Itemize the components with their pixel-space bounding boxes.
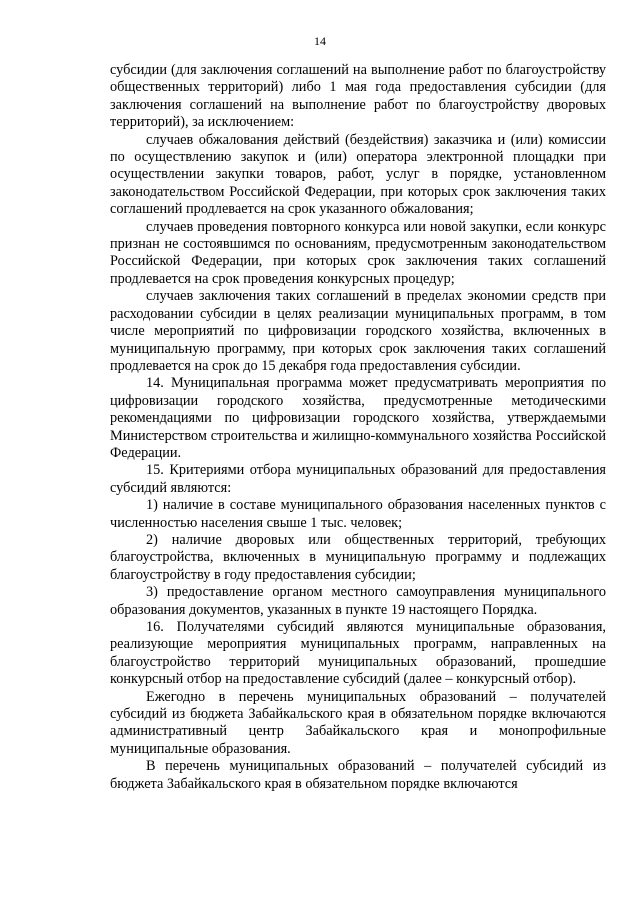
page-number: 14 — [314, 34, 326, 48]
paragraph-criterion-3: 3) предоставление органом местного самоуправления муниципального образования документов, указанных в пункте 19 настоящего Порядка. — [110, 584, 606, 618]
paragraph-exception-repeat-tender: случаев проведения повторного конкурса или новой закупки, если конкурс признан не состоявшимся по основаниям, предусмотренным законодательством Российской Федерации, при которых срок заключения таких соглашений продлевается на срок проведения конкурсных процедур; — [110, 218, 606, 287]
paragraph-item-14: 14. Муниципальная программа может предусматривать мероприятия по цифровизации городского хозяйства, предусмотренные методическими рекомендациями по цифровизации городского хозяйства, утверждаемыми Министерством строительства и жилищно-коммунального хозяйства Российской Федерации. — [110, 375, 606, 461]
paragraph-exception-savings: случаев заключения таких соглашений в пределах экономии средств при расходовании субсидии в целях реализации муниципальных программ, в том числе мероприятий по цифровизации городского хозяйства, включенных в муниципальную программу, при которых срок заключения таких соглашений продлевается на срок до 15 декабря года предоставления субсидии. — [110, 288, 606, 374]
paragraph-criterion-1: 1) наличие в составе муниципального образования населенных пунктов с численностью населения свыше 1 тыс. человек; — [110, 497, 606, 531]
paragraph-list-continuation: В перечень муниципальных образований – получателей субсидий из бюджета Забайкальского края в обязательном порядке включаются — [110, 758, 606, 792]
paragraph-criterion-2: 2) наличие дворовых или общественных территорий, требующих благоустройства, включенных в муниципальную программу и подлежащих благоустройству в году предоставления субсидии; — [110, 531, 606, 583]
paragraph-exception-appeal: случаев обжалования действий (бездействия) заказчика и (или) комиссии по осуществлению закупок и (или) оператора электронной площадки при осуществлении закупки товаров, работ, услуг в порядке, установленном законодательством Российской Федерации, при которых срок заключения таких соглашений продлевается на срок указанного обжалования; — [110, 131, 606, 218]
paragraph-item-15: 15. Критериями отбора муниципальных образований для предоставления субсидий являются: — [110, 462, 606, 496]
document-body — [110, 62, 606, 793]
paragraph-item-16: 16. Получателями субсидий являются муниципальные образования, реализующие мероприятия муниципальных программ, направленных на благоустройство территорий муниципальных образований, прошедшие конкурсный отбор на предоставление субсидий (далее – конкурсный отбор). — [110, 619, 606, 688]
paragraph-annual-list: Ежегодно в перечень муниципальных образований – получателей субсидий из бюджета Забайкальского края в обязательном порядке включаются административный центр Забайкальского края и монопрофильные муниципальные образования. — [110, 688, 606, 757]
paragraph-continuation: субсидии (для заключения соглашений на выполнение работ по благоустройству общественных территорий) либо 1 мая года предоставления субсидии (для заключения соглашений на выполнение работ по благоустройству дворовых территорий), за исключением: — [110, 62, 606, 131]
